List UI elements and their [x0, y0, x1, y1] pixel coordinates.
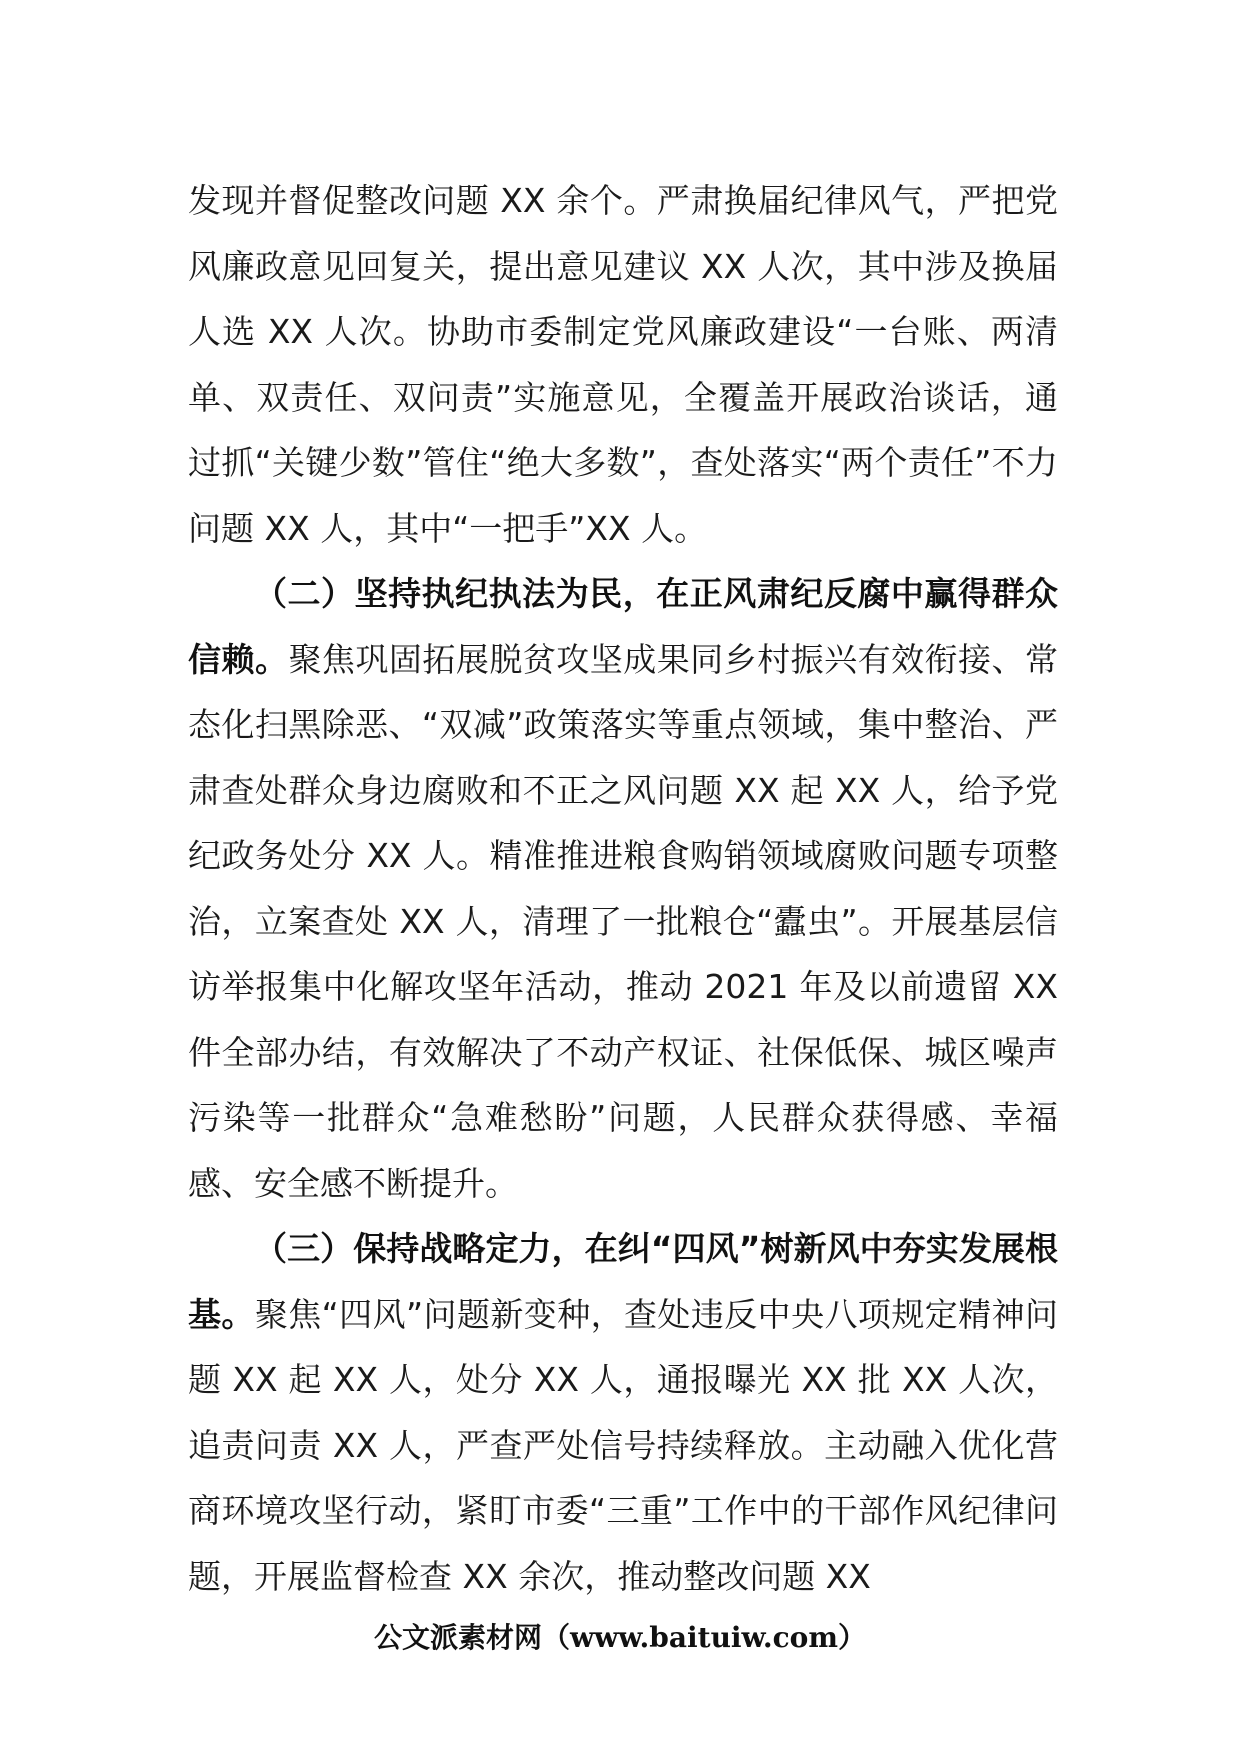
paragraph-section-two — [188, 561, 1058, 1216]
paragraph-text: 聚焦巩固拓展脱贫攻坚成果同乡村振兴有效衔接、常态化扫黑除恶、“双减”政策落实等重点领域，集中整治、严肃查处群众身边腐败和不正之风问题 XX 起 XX 人，给予党纪政务处分 XX 人。精准推进粮食购销领域腐败问题专项整治，立案查处 XX 人，清理了一批粮仓“蠹虫”。开展基层信访举报集中化解攻坚年活动，推动 2021 年及以前遗留 XX 件全部办结，有效解决了不动产权证、社保低保、城区噪声污染等一批群众“急难愁盼”问题，人民群众获得感、幸福感、安全感不断提升。 — [188, 639, 1059, 1203]
paragraph-text: 发现并督促整改问题 XX 余个。严肃换届纪律风气，严把党风廉政意见回复关，提出意见建议 XX 人次，其中涉及换届人选 XX 人次。协助市委制定党风廉政建设“一台账、两清单、双责任、双问责”实施意见，全覆盖开展政治谈话，通过抓“关键少数”管住“绝大多数”，查处落实“两个责任”不力问题 XX 人，其中“一把手”XX 人。 — [188, 181, 1058, 548]
paragraph-continued — [188, 168, 1058, 561]
section-heading-two: （二）坚持执纪执法为民，在正风肃纪反腐中赢得群众信赖。 — [188, 574, 1058, 679]
section-heading-three: （三）保持战略定力，在纠“四风”树新风中夯实发展根基。 — [188, 1229, 1058, 1334]
document-body — [188, 168, 1058, 1609]
paragraph-section-three — [188, 1216, 1058, 1609]
paragraph-text: 聚焦“四风”问题新变种，查处违反中央八项规定精神问题 XX 起 XX 人，处分 XX 人，通报曝光 XX 批 XX 人次，追责问责 XX 人，严查严处信号持续释放。主动融入优化营商环境攻坚行动，紧盯市委“三重”工作中的干部作风纪律问题，开展监督检查 XX 余次，推动整改问题 XX — [188, 1294, 1059, 1596]
footer-watermark: 公文派素材网（www.baituiw.com） — [374, 1621, 866, 1654]
